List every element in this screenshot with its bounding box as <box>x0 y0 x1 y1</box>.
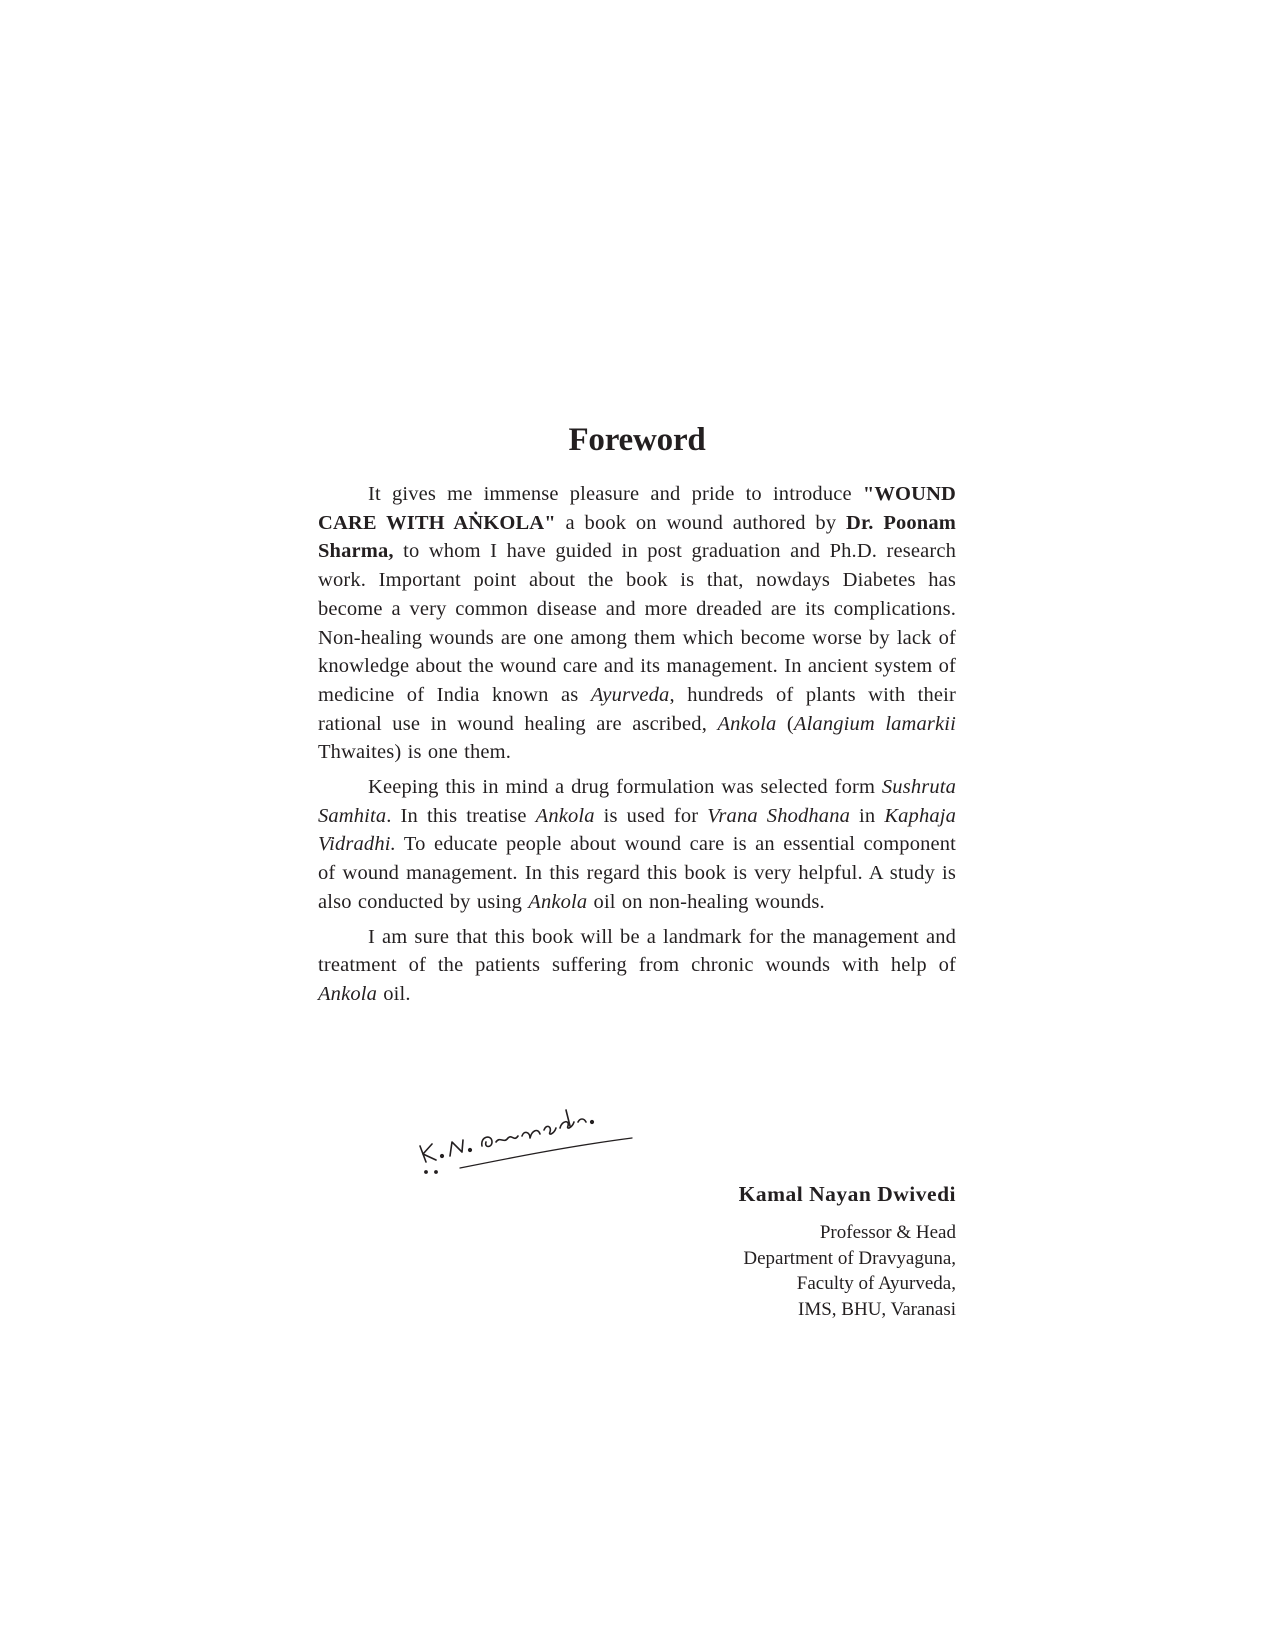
signatory-details <box>743 1220 956 1322</box>
author-name: Dr. Poonam Sharma, <box>318 511 956 563</box>
text-run: a book on wound authored by <box>555 511 846 534</box>
signatory-institution: IMS, BHU, Varanasi <box>798 1298 956 1320</box>
paragraph-3 <box>318 923 956 1009</box>
italic-term: Ankola <box>717 712 777 735</box>
italic-term: Vrana Shodhana <box>707 804 850 827</box>
text-run: . In this treatise <box>386 804 536 827</box>
text-run: oil. <box>376 982 411 1005</box>
page-title: Foreword <box>568 422 706 458</box>
italic-term: Sushruta Samhita <box>318 776 956 827</box>
signatory-name: Kamal Nayan Dwivedi <box>738 1182 956 1206</box>
italic-term: Ankola <box>535 804 595 827</box>
text-run: It gives me immense pleasure and pride to introduce <box>368 483 863 505</box>
italic-term: Ankola <box>528 890 588 913</box>
signatory-faculty: Faculty of Ayurveda, <box>796 1273 956 1294</box>
text-run: , hundreds of plants with their rational use in wound healing are ascribed, <box>318 683 956 735</box>
italic-term: Ankola <box>318 982 377 1005</box>
text-run: Thwaites) is one them. <box>318 741 512 764</box>
foreword-content <box>318 420 956 1015</box>
text-run: To educate people about wound care is an essential component of wound management. In this regard this book is very helpful. A study is also conducted by using <box>318 833 956 913</box>
paragraph-2 <box>318 773 956 917</box>
signatory-title: Professor & Head <box>819 1222 956 1243</box>
text-run: ( <box>776 712 794 735</box>
text-run: in <box>850 804 885 827</box>
text-run: Keeping this in mind a drug formulation was selected form <box>368 776 882 799</box>
text-run: oil on non-healing wounds. <box>587 890 825 913</box>
signature-image <box>400 1100 650 1178</box>
text-run: I am sure that this book will be a landmark for the management and treatment of the patients suffering from chronic wounds with help of <box>318 925 956 977</box>
paragraph-1 <box>318 480 956 767</box>
book-title: "WOUND CARE WITH AṄKOLA" <box>318 483 956 534</box>
italic-term: Ayurveda <box>590 683 670 706</box>
signatory-department: Department of Dravyaguna, <box>743 1247 956 1269</box>
italic-term: Alangium lamarkii <box>793 712 956 735</box>
text-run: to whom I have guided in post graduation and Ph.D. research work. Important point about the book is that, nowdays Diabetes has become a very common disease and more dreaded are its complications. Non-healing wounds are one among them which become worse by lack of knowledge about the wound care and its management. In ancient system of medicine of India known as <box>318 540 956 706</box>
text-run: is used for <box>594 804 708 827</box>
italic-term: Kaphaja Vidradhi. <box>318 804 956 856</box>
